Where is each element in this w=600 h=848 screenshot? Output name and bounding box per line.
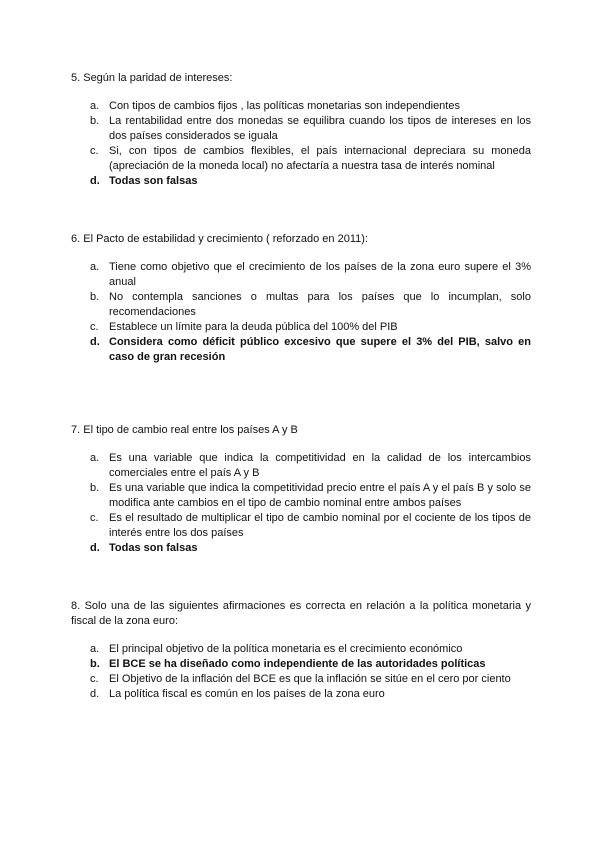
option-marker: c. bbox=[90, 673, 99, 685]
question-6-text: 6. El Pacto de estabilidad y crecimiento ( reforzado en 2011): bbox=[71, 233, 368, 245]
option-marker: b. bbox=[90, 291, 100, 303]
option-marker: b. bbox=[90, 115, 100, 127]
option-6a bbox=[71, 260, 531, 290]
option-6b bbox=[71, 290, 531, 320]
option-text: La política fiscal es común en los países de la zona euro bbox=[109, 688, 385, 700]
question-8-options bbox=[71, 642, 531, 702]
option-text: El principal objetivo de la política monetaria es el crecimiento económico bbox=[109, 643, 463, 655]
question-8 bbox=[71, 599, 531, 702]
option-text: Es una variable que indica la competitividad en la calidad de los intercambios comerciales entre el país A y B bbox=[109, 452, 531, 479]
option-text: Tiene como objetivo que el crecimiento de los países de la zona euro supere el 3% anual bbox=[109, 261, 531, 288]
option-marker: d. bbox=[90, 175, 100, 187]
option-5a bbox=[71, 99, 531, 114]
option-text: El BCE se ha diseñado como independiente de las autoridades políticas bbox=[109, 658, 486, 670]
option-6c bbox=[71, 320, 531, 335]
option-5b bbox=[71, 114, 531, 144]
option-text: Si, con tipos de cambios flexibles, el país internacional depreciara su moneda (apreciación de la moneda local) no afectaría a nuestra tasa de interés nominal bbox=[109, 145, 531, 172]
option-5d-correct bbox=[71, 174, 531, 189]
option-5c bbox=[71, 144, 531, 174]
option-8b-correct bbox=[71, 657, 531, 672]
option-7b bbox=[71, 481, 531, 511]
question-5 bbox=[71, 71, 531, 189]
option-marker: a. bbox=[90, 261, 100, 273]
option-text: La rentabilidad entre dos monedas se equilibra cuando los tipos de intereses en los dos países considerados se iguala bbox=[109, 115, 531, 142]
option-text: Con tipos de cambios fijos , las políticas monetarias son independientes bbox=[109, 100, 460, 112]
option-text: Es el resultado de multiplicar el tipo de cambio nominal por el cociente de los tipos de interés entre los dos países bbox=[109, 512, 531, 539]
option-marker: b. bbox=[90, 482, 100, 494]
option-text: El Objetivo de la inflación del BCE es que la inflación se sitúe en el cero por ciento bbox=[109, 673, 511, 685]
option-marker: b. bbox=[90, 658, 100, 670]
option-7c bbox=[71, 511, 531, 541]
option-marker: a. bbox=[90, 452, 100, 464]
option-marker: a. bbox=[90, 100, 100, 112]
option-text: Es una variable que indica la competitividad precio entre el país A y el país B y solo se modifica ante cambios en el tipo de cambio nominal entre ambos países bbox=[109, 482, 531, 509]
option-text: Todas son falsas bbox=[109, 542, 198, 554]
option-text: Todas son falsas bbox=[109, 175, 198, 187]
question-5-text: 5. Según la paridad de intereses: bbox=[71, 72, 233, 84]
question-6 bbox=[71, 232, 531, 365]
question-7-options bbox=[71, 451, 531, 556]
option-8d bbox=[71, 687, 531, 702]
option-marker: c. bbox=[90, 512, 99, 524]
option-marker: c. bbox=[90, 145, 99, 157]
option-text: Considera como déficit público excesivo que supere el 3% del PIB, salvo en caso de gran recesión bbox=[109, 336, 531, 363]
option-7a bbox=[71, 451, 531, 481]
question-5-options bbox=[71, 99, 531, 189]
question-6-options bbox=[71, 260, 531, 365]
question-8-text: 8. Solo una de las siguientes afirmaciones es correcta en relación a la política monetaria y fiscal de la zona euro: bbox=[71, 600, 531, 627]
question-7-text: 7. El tipo de cambio real entre los países A y B bbox=[71, 424, 298, 436]
option-marker: d. bbox=[90, 542, 100, 554]
question-7 bbox=[71, 423, 531, 556]
option-marker: d. bbox=[90, 336, 100, 348]
option-marker: a. bbox=[90, 643, 100, 655]
option-8a bbox=[71, 642, 531, 657]
option-7d-correct bbox=[71, 541, 531, 556]
option-8c bbox=[71, 672, 531, 687]
option-marker: d. bbox=[90, 688, 100, 700]
option-marker: c. bbox=[90, 321, 99, 333]
option-6d-correct bbox=[71, 335, 531, 365]
option-text: Establece un límite para la deuda pública del 100% del PIB bbox=[109, 321, 398, 333]
option-text: No contempla sanciones o multas para los países que lo incumplan, solo recomendaciones bbox=[109, 291, 531, 318]
